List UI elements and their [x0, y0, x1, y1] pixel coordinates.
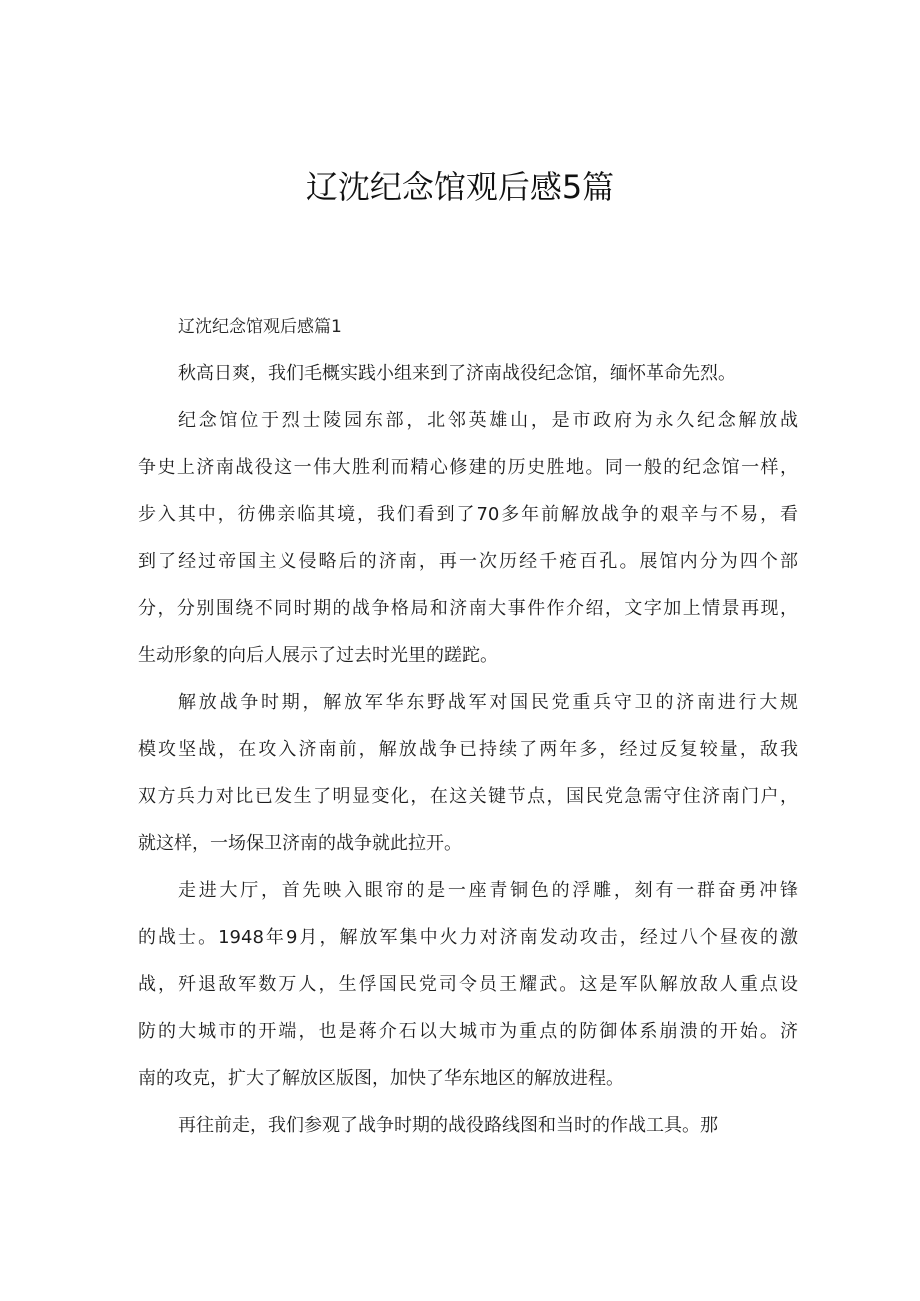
document-title: 辽沈纪念馆观后感5篇	[305, 168, 615, 206]
text-line: 防的大城市的开端，也是蒋介石以大城市为重点的防御体系崩溃的开始。济	[138, 1021, 798, 1042]
text-line: 走进大厅，首先映入眼帘的是一座青铜色的浮雕，刻有一群奋勇冲锋	[178, 880, 798, 901]
paragraph	[138, 1110, 798, 1141]
text-line: 分，分别围绕不同时期的战争格局和济南大事件作介绍，文字加上情景再现，	[138, 598, 798, 619]
text-line: 的战士。1948年9月，解放军集中火力对济南发动攻击，经过八个昼夜的激	[138, 927, 798, 948]
paragraph	[138, 358, 798, 389]
text-line: 南的攻克，扩大了解放区版图，加快了华东地区的解放进程。	[138, 1068, 624, 1089]
document-body	[138, 312, 798, 1157]
text-line: 纪念馆位于烈士陵园东部，北邻英雄山，是市政府为永久纪念解放战	[178, 410, 798, 431]
paragraph	[138, 875, 798, 1094]
text-line: 争史上济南战役这一伟大胜利而精心修建的历史胜地。同一般的纪念馆一样，	[138, 457, 798, 478]
text-line: 就这样，一场保卫济南的战争就此拉开。	[138, 833, 462, 854]
text-line: 步入其中，彷佛亲临其境，我们看到了70多年前解放战争的艰辛与不易，看	[138, 504, 798, 525]
text-line: 再往前走，我们参观了战争时期的战役路线图和当时的作战工具。那	[178, 1115, 718, 1136]
paragraph	[138, 405, 798, 671]
text-line: 到了经过帝国主义侵略后的济南，再一次历经千疮百孔。展馆内分为四个部	[138, 551, 798, 572]
section-heading: 辽沈纪念馆观后感篇1	[178, 317, 342, 337]
text-line: 双方兵力对比已发生了明显变化，在这关键节点，国民党急需守住济南门户，	[138, 786, 798, 807]
text-line: 战，歼退敌军数万人，生俘国民党司令员王耀武。这是军队解放敌人重点设	[138, 974, 798, 995]
paragraph	[138, 687, 798, 859]
text-line: 秋高日爽，我们毛概实践小组来到了济南战役纪念馆，缅怀革命先烈。	[178, 363, 736, 384]
text-line: 解放战争时期，解放军华东野战军对国民党重兵守卫的济南进行大规	[178, 692, 798, 713]
text-line: 模攻坚战，在攻入济南前，解放战争已持续了两年多，经过反复较量，敌我	[138, 739, 798, 760]
text-line: 生动形象的向后人展示了过去时光里的蹉跎。	[138, 645, 498, 666]
